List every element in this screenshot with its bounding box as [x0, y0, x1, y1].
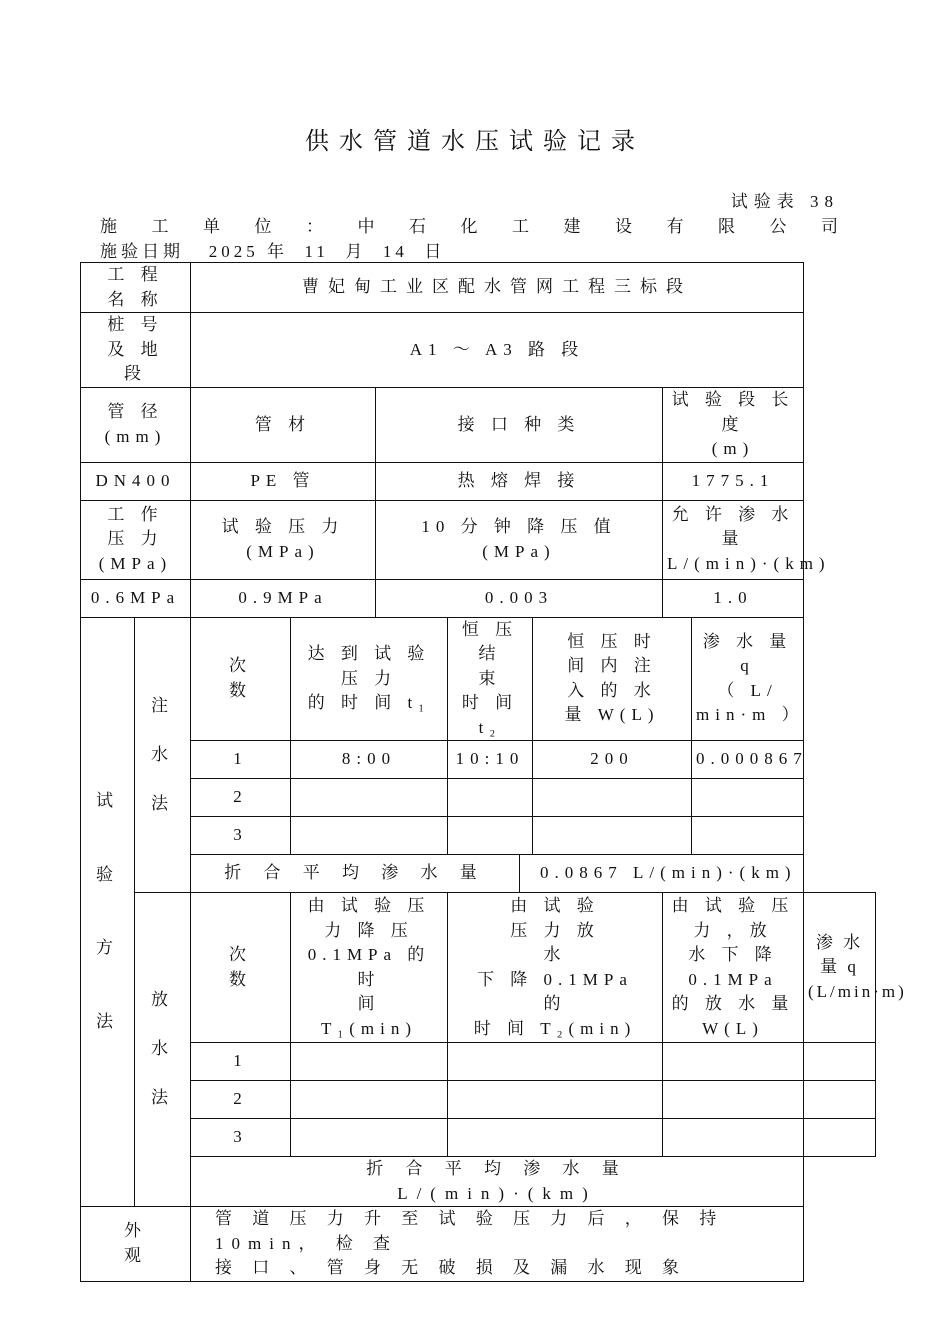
unit-char: 单 — [203, 217, 220, 236]
drain-seepage-value — [804, 1043, 876, 1081]
drain-seepage-header: 渗 水 量 q (L/min·m) — [804, 893, 876, 1043]
joint-type-value: 热 熔 焊 接 — [376, 462, 663, 500]
injection-count-header: 次 数 — [191, 617, 291, 741]
section-value: A1 ～ A3 路 段 — [191, 313, 804, 388]
injection-seepage-value: 0.000867 — [692, 741, 804, 779]
drain-row-index: 3 — [191, 1119, 291, 1157]
injection-t1-value: 8:00 — [291, 741, 448, 779]
allowed-seepage-value: 1.0 — [663, 579, 804, 617]
project-name-label: 工 程 名 称 — [81, 263, 191, 313]
drain-seepage-value — [804, 1081, 876, 1119]
pipe-material-header: 管 材 — [191, 388, 376, 463]
drain-row-index: 2 — [191, 1081, 291, 1119]
joint-type-header: 接 口 种 类 — [376, 388, 663, 463]
unit-char: 工 — [151, 217, 169, 236]
injection-row-index: 3 — [191, 817, 291, 855]
drain-t2-header: 由 试 验 压 力 放 水 下 降 0.1MPa 的 时 间 T₂(min) — [448, 893, 663, 1043]
drain-t1-value — [291, 1043, 448, 1081]
injection-t1-value — [291, 817, 448, 855]
drain-row-index: 1 — [191, 1043, 291, 1081]
injection-average-label: 折 合 平 均 渗 水 量 — [191, 855, 520, 893]
injection-t1-value — [291, 779, 448, 817]
drain-count-header: 次 数 — [191, 893, 291, 1043]
unit-char: 有 — [666, 217, 684, 236]
injection-t2-value — [448, 817, 533, 855]
injection-row-index: 1 — [191, 741, 291, 779]
pipe-diameter-header: 管 径 (mm) — [81, 388, 191, 463]
test-length-header: 试 验 段 长 度 (m) — [663, 388, 804, 463]
section-label: 桩 号 及 地 段 — [81, 313, 191, 388]
injection-row-index: 2 — [191, 779, 291, 817]
test-date: 施验日期 2025 年 11 月 14 日 — [100, 242, 446, 261]
injection-method-label: 注 水 法 — [135, 617, 191, 893]
injection-t2-value — [448, 779, 533, 817]
pipe-material-value: PE 管 — [191, 462, 376, 500]
drain-water-value — [663, 1119, 804, 1157]
injection-water-value — [533, 817, 692, 855]
drain-water-value — [663, 1043, 804, 1081]
drain-t2-value — [448, 1119, 663, 1157]
project-name-value: 曹妃甸工业区配水管网工程三标段 — [191, 263, 804, 313]
form-number: 试验表 38 — [730, 192, 839, 211]
injection-water-value — [533, 779, 692, 817]
drain-t1-header: 由 试 验 压 力 降 压 0.1MPa 的 时 间 T₁(min) — [291, 893, 448, 1043]
drain-average-label: 折 合 平 均 渗 水 量 L/(min)·(km) — [191, 1157, 804, 1207]
work-pressure-header: 工 作 压 力 (MPa) — [81, 500, 191, 579]
injection-seepage-header: 渗 水 量 q （ L/ min·m ） — [692, 617, 804, 741]
pipe-diameter-value: DN400 — [81, 462, 191, 500]
construction-unit — [100, 212, 838, 237]
injection-t2-header: 恒 压 结 束 时 间 t₂ — [448, 617, 533, 741]
unit-char: 设 — [615, 217, 632, 236]
unit-char: 工 — [512, 217, 529, 236]
unit-char: 施 — [100, 217, 117, 236]
work-pressure-value: 0.6MPa — [81, 579, 191, 617]
unit-char: 位 — [254, 217, 272, 236]
unit-char: 公 — [769, 217, 787, 236]
drain-water-header: 由 试 验 压 力 ，放 水 下 降 0.1MPa 的 放 水 量 W(L) — [663, 893, 804, 1043]
injection-t2-value: 10:10 — [448, 741, 533, 779]
drain-t1-value — [291, 1081, 448, 1119]
injection-t1-header: 达 到 试 验 压 力 的 时 间 t₁ — [291, 617, 448, 741]
unit-char: 化 — [460, 217, 478, 236]
injection-average-value: 0.0867 L/(min)·(km) — [520, 855, 804, 893]
drain-t2-value — [448, 1043, 663, 1081]
pressure-drop-value: 0.003 — [376, 579, 663, 617]
appearance-value: 管 道 压 力 升 至 试 验 压 力 后 ， 保 持 10min， 检 查 接 口 、 管 身 无 破 损 及 漏 水 现 象 — [191, 1207, 804, 1282]
injection-water-value: 200 — [533, 741, 692, 779]
allowed-seepage-header: 允 许 渗 水 量 L/(min)·(km) — [663, 500, 804, 579]
injection-seepage-value — [692, 779, 804, 817]
unit-char: 司 — [821, 217, 838, 236]
drain-method-label: 放 水 法 — [135, 893, 191, 1207]
appearance-label: 外 观 — [81, 1207, 191, 1282]
unit-char: 石 — [409, 217, 426, 236]
unit-char: 建 — [563, 217, 581, 236]
drain-t1-value — [291, 1119, 448, 1157]
unit-char: 限 — [718, 217, 735, 236]
injection-water-header: 恒 压 时 间 内 注 入 的 水 量 W(L) — [533, 617, 692, 741]
pressure-drop-header: 10 分 钟 降 压 值 (MPa) — [376, 500, 663, 579]
test-length-value: 1775.1 — [663, 462, 804, 500]
test-record-table — [80, 262, 907, 1282]
test-pressure-value: 0.9MPa — [191, 579, 376, 617]
test-pressure-header: 试 验 压 力 (MPa) — [191, 500, 376, 579]
drain-water-value — [663, 1081, 804, 1119]
injection-seepage-value — [692, 817, 804, 855]
page-title: 供水管道水压试验记录 — [305, 129, 645, 155]
drain-t2-value — [448, 1081, 663, 1119]
unit-char: 中 — [357, 217, 375, 236]
unit-char: ： — [306, 217, 323, 236]
test-method-label: 试 验 方 法 — [81, 617, 135, 1207]
drain-seepage-value — [804, 1119, 876, 1157]
